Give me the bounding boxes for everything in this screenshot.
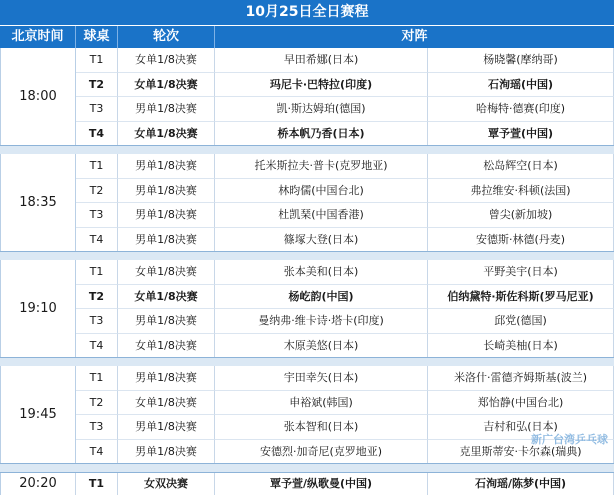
table-number: T4 (76, 440, 118, 464)
table-header (0, 26, 614, 48)
player2: 吉村和弘(日本) (428, 415, 614, 440)
round-label: 女单1/8决赛 (118, 73, 215, 98)
schedule-body (0, 48, 614, 472)
player2: 长崎美柚(日本) (428, 334, 614, 358)
player2: 石洵瑶(中国) (428, 73, 614, 98)
block-separator (0, 358, 614, 366)
round-label: 男单1/8决赛 (118, 203, 215, 228)
watermark: 新广台湾乒乓球 (531, 433, 608, 446)
round-label: 女单1/8决赛 (118, 334, 215, 358)
final-round: 女双决赛 (118, 473, 215, 495)
player2: 米洛什·雷德齐姆斯基(波兰) (428, 366, 614, 391)
time-block (0, 366, 614, 464)
round-label: 男单1/8决赛 (118, 415, 215, 440)
round-label: 女单1/8决赛 (118, 391, 215, 416)
player2: 哈梅特·德赛(印度) (428, 97, 614, 122)
player1: 张本智和(日本) (215, 415, 428, 440)
header-round: 轮次 (118, 26, 215, 48)
player2: 安德斯·林德(丹麦) (428, 228, 614, 252)
player2: 杨晓馨(摩纳哥) (428, 48, 614, 73)
player2: 覃予萱(中国) (428, 122, 614, 146)
round-label: 男单1/8决赛 (118, 97, 215, 122)
table-number: T2 (76, 73, 118, 98)
player2: 伯纳黛特·斯佐科斯(罗马尼亚) (428, 285, 614, 310)
table-number: T3 (76, 309, 118, 334)
final-row (0, 472, 614, 495)
block-separator (0, 146, 614, 154)
time-slot: 18:00 (0, 48, 76, 145)
final-player1: 覃予萱/纵歌曼(中国) (215, 473, 428, 495)
player1: 林昀儒(中国台北) (215, 179, 428, 204)
time-block (0, 154, 614, 252)
time-slot: 18:35 (0, 154, 76, 251)
player2: 弗拉维安·科顿(法国) (428, 179, 614, 204)
final-time: 20:20 (0, 473, 76, 495)
player1: 杜凯琹(中国香港) (215, 203, 428, 228)
round-label: 男单1/8决赛 (118, 440, 215, 464)
table-number: T3 (76, 415, 118, 440)
player1: 安德烈·加奇尼(克罗地亚) (215, 440, 428, 464)
player1: 桥本帆乃香(日本) (215, 122, 428, 146)
table-number: T2 (76, 179, 118, 204)
player1: 曼纳弗·维卡诗·塔卡(印度) (215, 309, 428, 334)
round-label: 男单1/8决赛 (118, 228, 215, 252)
round-label: 女单1/8决赛 (118, 260, 215, 285)
player2: 曾尖(新加坡) (428, 203, 614, 228)
table-number: T1 (76, 48, 118, 73)
player1: 申裕斌(韩国) (215, 391, 428, 416)
round-label: 女单1/8决赛 (118, 122, 215, 146)
table-number: T4 (76, 122, 118, 146)
table-number: T4 (76, 228, 118, 252)
time-block (0, 48, 614, 146)
table-number: T2 (76, 285, 118, 310)
player2: 克里斯蒂安·卡尔森(瑞典) (428, 440, 614, 464)
player1: 托米斯拉夫·普卡(克罗地亚) (215, 154, 428, 179)
time-slot: 19:45 (0, 366, 76, 463)
round-label: 男单1/8决赛 (118, 179, 215, 204)
table-number: T1 (76, 260, 118, 285)
round-label: 男单1/8决赛 (118, 366, 215, 391)
time-slot: 19:10 (0, 260, 76, 357)
page-title: 10月25日全日赛程 (0, 0, 614, 26)
player1: 凯·斯达姆珀(德国) (215, 97, 428, 122)
table-number: T3 (76, 97, 118, 122)
table-number: T2 (76, 391, 118, 416)
round-label: 男单1/8决赛 (118, 154, 215, 179)
round-label: 女单1/8决赛 (118, 48, 215, 73)
final-player2: 石洵瑶/陈梦(中国) (428, 473, 614, 495)
header-table: 球桌 (76, 26, 118, 48)
final-table: T1 (76, 473, 118, 495)
table-number: T3 (76, 203, 118, 228)
table-number: T1 (76, 154, 118, 179)
player1: 杨屹韵(中国) (215, 285, 428, 310)
player1: 宇田幸矢(日本) (215, 366, 428, 391)
player1: 早田希娜(日本) (215, 48, 428, 73)
player2: 邱党(德国) (428, 309, 614, 334)
round-label: 女单1/8决赛 (118, 285, 215, 310)
block-separator (0, 252, 614, 260)
header-match: 对阵 (401, 29, 428, 44)
player1: 玛尼卡·巴特拉(印度) (215, 73, 428, 98)
player2: 郑怡静(中国台北) (428, 391, 614, 416)
player2: 松岛辉空(日本) (428, 154, 614, 179)
player1: 篠塚大登(日本) (215, 228, 428, 252)
header-time: 北京时间 (0, 26, 76, 48)
table-number: T4 (76, 334, 118, 358)
time-block (0, 260, 614, 358)
player2: 平野美宇(日本) (428, 260, 614, 285)
table-number: T1 (76, 366, 118, 391)
player1: 木原美悠(日本) (215, 334, 428, 358)
block-separator (0, 464, 614, 472)
round-label: 男单1/8决赛 (118, 309, 215, 334)
player1: 张本美和(日本) (215, 260, 428, 285)
